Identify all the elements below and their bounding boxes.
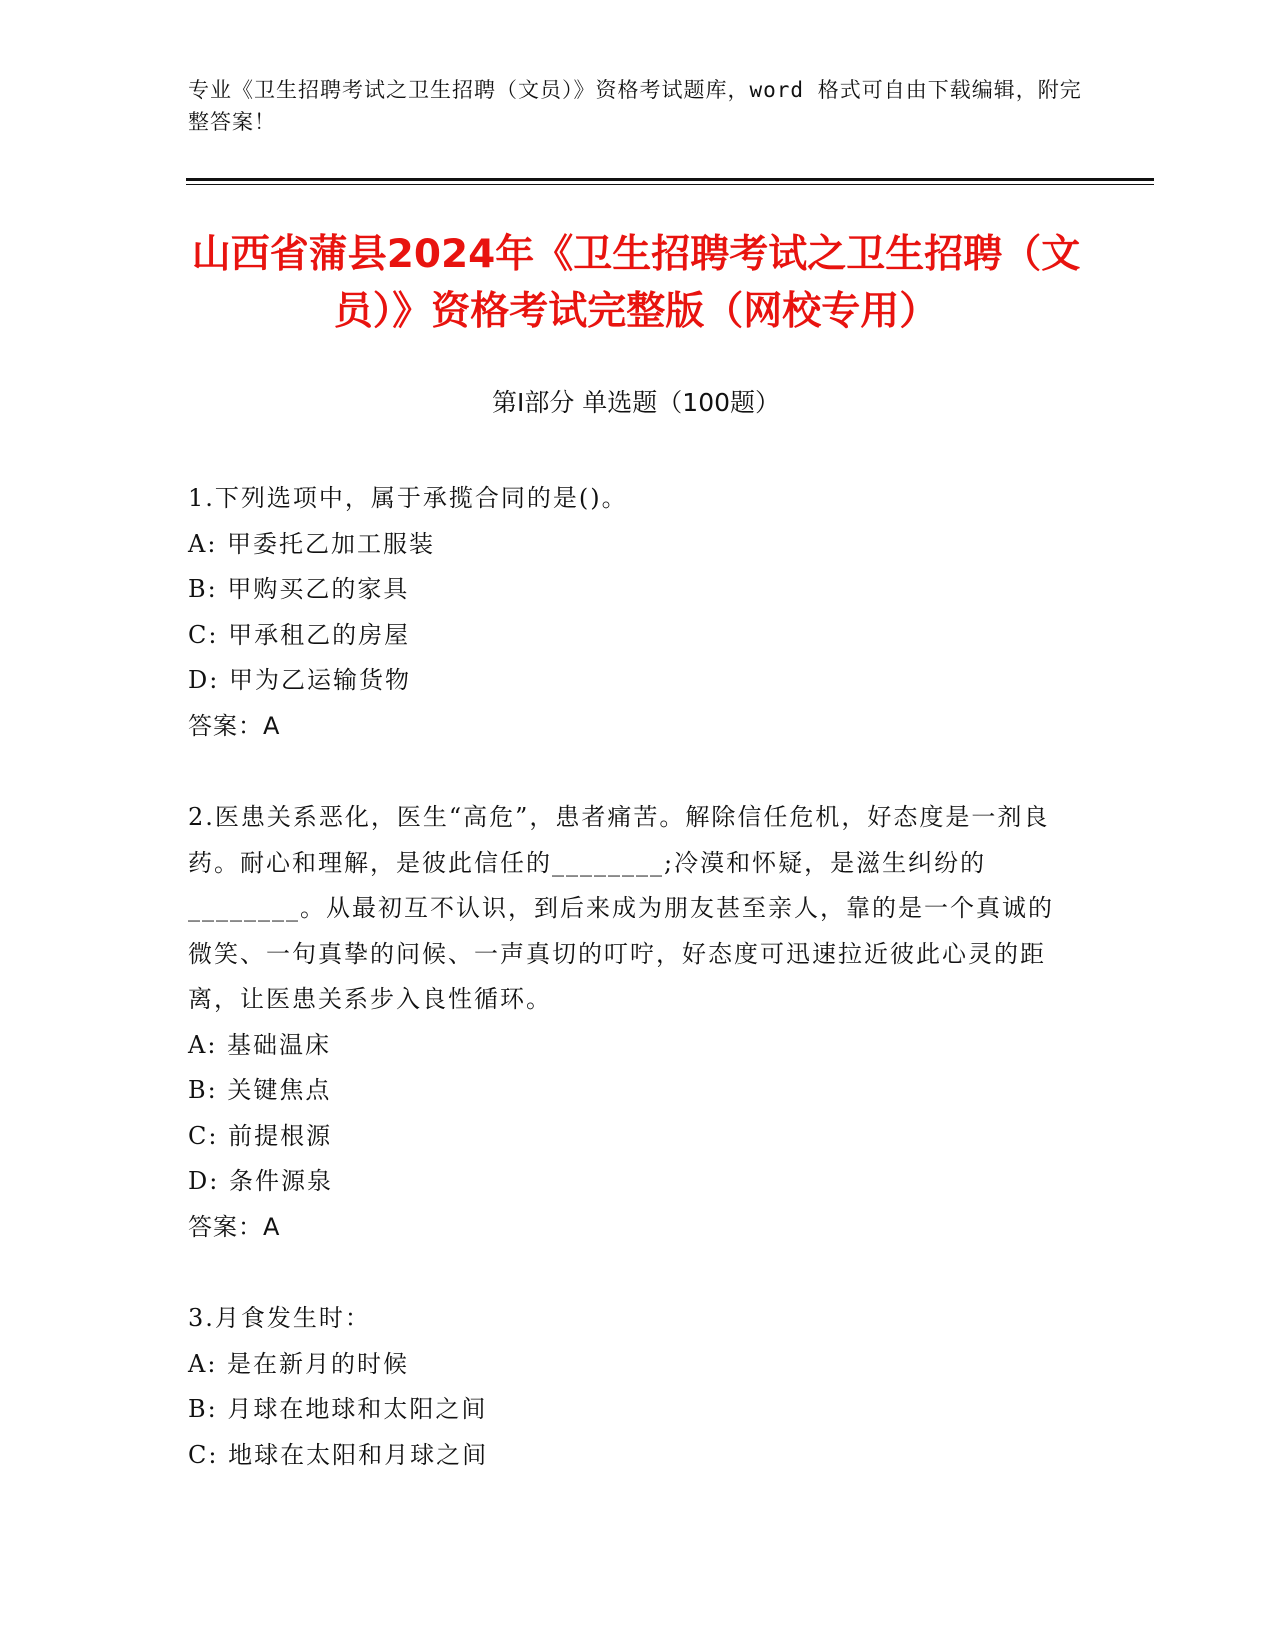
question-stem: 3.月食发生时：: [188, 1304, 371, 1332]
question-stem: 1.下列选项中，属于承揽合同的是()。: [188, 484, 628, 512]
option-c: C: 甲承租乙的房屋: [188, 620, 411, 649]
option-a: A: 是在新月的时候: [188, 1349, 410, 1378]
option-a: A: 基础温床: [188, 1030, 332, 1059]
header-rule-thin: [186, 184, 1154, 185]
section-title: 第Ⅰ部分 单选题（100题）: [491, 388, 781, 417]
option-b: B: 关键焦点: [188, 1076, 332, 1104]
option-b: B: 甲购买乙的家具: [188, 575, 410, 603]
answer: 答案：A: [188, 1212, 281, 1241]
document-title: 山西省蒲县2024年《卫生招聘考试之卫生招聘（文员）》资格考试完整版（网校专用）: [191, 232, 1081, 334]
question-1: [188, 476, 1088, 749]
option-b: B: 月球在地球和太阳之间: [188, 1395, 488, 1423]
header-rule-thick: [186, 178, 1154, 181]
option-d: D: 甲为乙运输货物: [188, 666, 411, 694]
option-c: C: 地球在太阳和月球之间: [188, 1440, 489, 1469]
answer: 答案：A: [188, 711, 281, 740]
header-note: 专业《卫生招聘考试之卫生招聘（文员）》资格考试题库，word 格式可自由下载编辑，附完整答案！: [188, 78, 1082, 134]
question-stem: 2.医患关系恶化，医生“高危”，患者痛苦。解除信任危机，好态度是一剂良药。耐心和理解，是彼此信任的________;冷漠和怀疑，是滋生纠纷的________。从最初互不认识，到后来成为朋友甚至亲人，靠的是一个真诚的微笑、一句真挚的问候、一声真切的叮咛，好态度可迅速拉近彼此心灵的距离，让医患关系步入良性循环。: [188, 803, 1054, 1013]
option-c: C: 前提根源: [188, 1121, 333, 1150]
question-2: [188, 795, 1088, 1250]
question-3: [188, 1296, 1088, 1478]
option-a: A: 甲委托乙加工服装: [188, 529, 436, 558]
question-list: [188, 476, 1088, 1524]
option-d: D: 条件源泉: [188, 1167, 333, 1195]
